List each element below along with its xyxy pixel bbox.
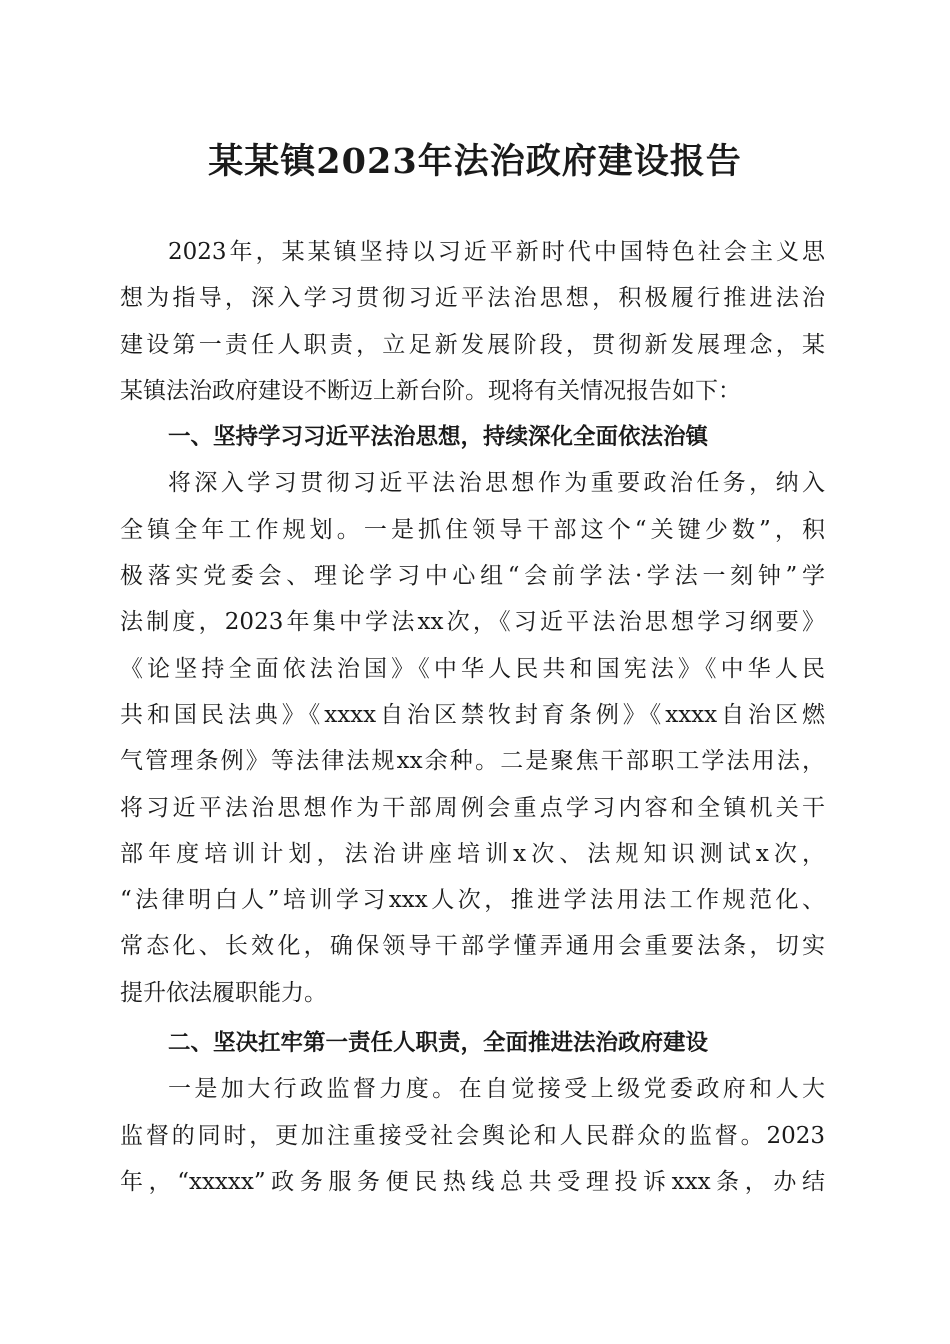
paragraph-line: 监督的同时，更加注重接受社会舆论和人民群众的监督。2023 <box>120 1122 825 1149</box>
section-heading: 一、坚持学习习近平法治思想，持续深化全面依法治镇 <box>168 424 709 451</box>
document-title: 某某镇2023年法治政府建设报告 <box>208 141 742 182</box>
paragraph-line: 年，“xxxxx”政务服务便民热线总共受理投诉xxx条，办结 <box>120 1168 825 1195</box>
paragraph-line: 建设第一责任人职责，立足新发展阶段，贯彻新发展理念，某 <box>120 331 825 358</box>
paragraph-line: 某镇法治政府建设不断迈上新台阶。现将有关情况报告如下： <box>120 377 741 404</box>
paragraph-line: 常态化、长效化，确保领导干部学懂弄通用会重要法条，切实 <box>120 933 825 960</box>
section-heading: 二、坚决扛牢第一责任人职责，全面推进法治政府建设 <box>168 1030 709 1057</box>
paragraph-line: 提升依法履职能力。 <box>120 979 327 1006</box>
document-body <box>120 229 825 1205</box>
paragraph-line: 部年度培训计划，法治讲座培训x次、法规知识测试x次， <box>120 840 825 867</box>
paragraph-line: 2023年，某某镇坚持以习近平新时代中国特色社会主义思 <box>168 239 825 265</box>
paragraph-line: 将深入学习贯彻习近平法治思想作为重要政治任务，纳入 <box>168 470 825 497</box>
paragraph-line: 法制度，2023年集中学法xx次，《习近平法治思想学习纲要》 <box>120 609 825 636</box>
paragraph-line: 一是加大行政监督力度。在自觉接受上级党委政府和人大 <box>168 1076 825 1103</box>
paragraph-line: 将习近平法治思想作为干部周例会重点学习内容和全镇机关干 <box>120 794 825 821</box>
paragraph-line: 想为指导，深入学习贯彻习近平法治思想，积极履行推进法治 <box>120 285 825 312</box>
paragraph-line: “法律明白人”培训学习xxx人次，推进学法用法工作规范化、 <box>120 887 825 914</box>
paragraph-line: 气管理条例》等法律法规xx余种。二是聚焦干部职工学法用法， <box>120 748 825 775</box>
paragraph-line: 《论坚持全面依法治国》《中华人民共和国宪法》《中华人民 <box>120 655 825 682</box>
paragraph-line: 极落实党委会、理论学习中心组“会前学法·学法一刻钟”学 <box>120 563 825 590</box>
paragraph-line: 共和国民法典》《xxxx自治区禁牧封育条例》《xxxx自治区燃 <box>120 701 825 728</box>
paragraph-line: 全镇全年工作规划。一是抓住领导干部这个“关键少数”，积 <box>120 516 825 543</box>
